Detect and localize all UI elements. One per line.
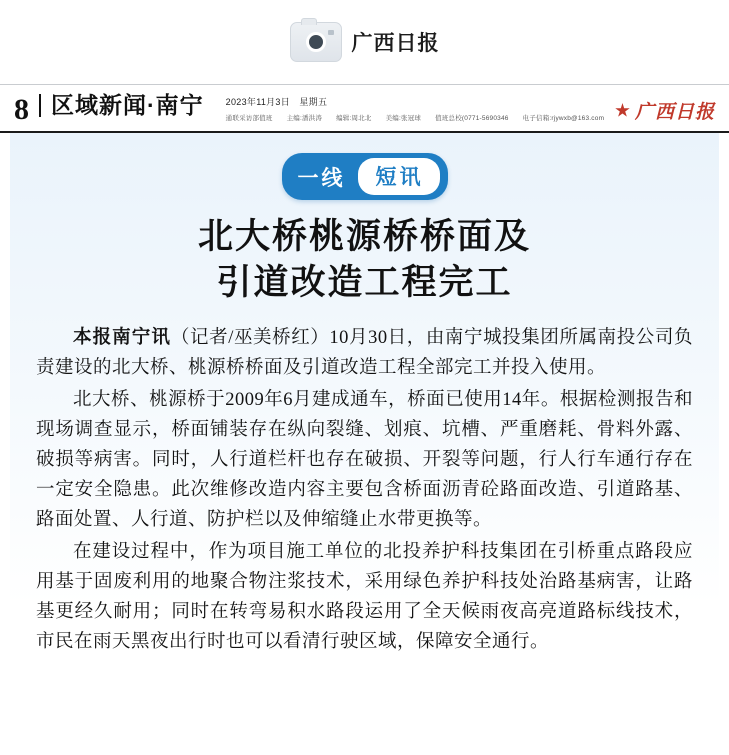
camera-icon bbox=[290, 22, 342, 62]
credit-item: 美编:张冠球 bbox=[385, 115, 422, 122]
paragraph-2: 北大桥、桃源桥于2009年6月建成通车，桥面已使用14年。根据检测报告和现场调查显示，桥面铺装存在纵向裂缝、划痕、坑槽、严重磨耗、骨料外露、破损等病害。同时，人行道栏杆也存在破损、开裂等问题，行人行车通行存在一定安全隐患。此次维修改造内容主要包含桥面沥青砼路面改造、引道路基、路面处置、人行道、防护栏以及伸缩缝止水带更换等。 bbox=[36, 390, 693, 531]
paragraph-3: 在建设过程中，作为项目施工单位的北投养护科技集团在引桥重点路段应用基于固废利用的地聚合物注浆技术，采用绿色养护科技处治路基病害，让路基更经久耐用；同时在转弯易积水路段运用了全天候雨夜高亮道路标线技术，市民在雨天黑夜出行时也可以看清行驶区域，保障安全通行。 bbox=[36, 542, 693, 653]
camera-icon-nub bbox=[301, 18, 317, 25]
camera-icon-lens bbox=[306, 32, 326, 52]
credit-item: 编辑:周北北 bbox=[336, 115, 372, 122]
camera-icon-flash bbox=[328, 30, 334, 35]
dateline: 本报南宁讯 bbox=[73, 328, 171, 349]
page-title bbox=[36, 214, 693, 306]
ribbon bbox=[282, 153, 448, 200]
article-body bbox=[10, 133, 719, 739]
section-ribbon bbox=[36, 153, 693, 200]
credit-item: 电子信箱:rjywxb@163.com bbox=[522, 115, 605, 122]
section-title-box bbox=[39, 94, 204, 117]
app-title: 广西日报 bbox=[351, 32, 440, 55]
publication-date: 2023年11月3日 星期五 bbox=[225, 97, 328, 107]
brand-logo bbox=[615, 97, 715, 124]
paragraph-1-text: 10月30日，由南宁城投集团所属南投公司负责建设的北大桥、桃源桥桥面及引道改造工程全部完工并投入使用。 bbox=[36, 328, 693, 379]
headline-line-1: 北大桥桃源桥桥面及 bbox=[197, 217, 531, 256]
app-header bbox=[0, 0, 729, 84]
paragraph-1 bbox=[36, 324, 693, 384]
masthead bbox=[0, 84, 729, 133]
credit-item: 值班总校(0771-5690346 bbox=[435, 115, 509, 122]
page-number: 8 bbox=[14, 93, 29, 126]
credit-line bbox=[226, 113, 615, 122]
article-text bbox=[36, 324, 693, 658]
masthead-meta bbox=[204, 93, 615, 122]
star-icon bbox=[615, 103, 630, 118]
credit-item: 主编:潘洪涛 bbox=[286, 115, 323, 122]
ribbon-pill-label: 短讯 bbox=[358, 158, 440, 195]
reporter-byline: （记者/巫美桥红） bbox=[170, 328, 330, 349]
headline-line-2: 引道改造工程完工 bbox=[216, 263, 513, 303]
ribbon-lead-label: 一线 bbox=[297, 166, 346, 190]
brand-name: 广西日报 bbox=[634, 102, 715, 123]
section-title: 区域新闻·南宁 bbox=[51, 92, 204, 118]
credit-item: 通联采访部值班 bbox=[225, 115, 273, 122]
